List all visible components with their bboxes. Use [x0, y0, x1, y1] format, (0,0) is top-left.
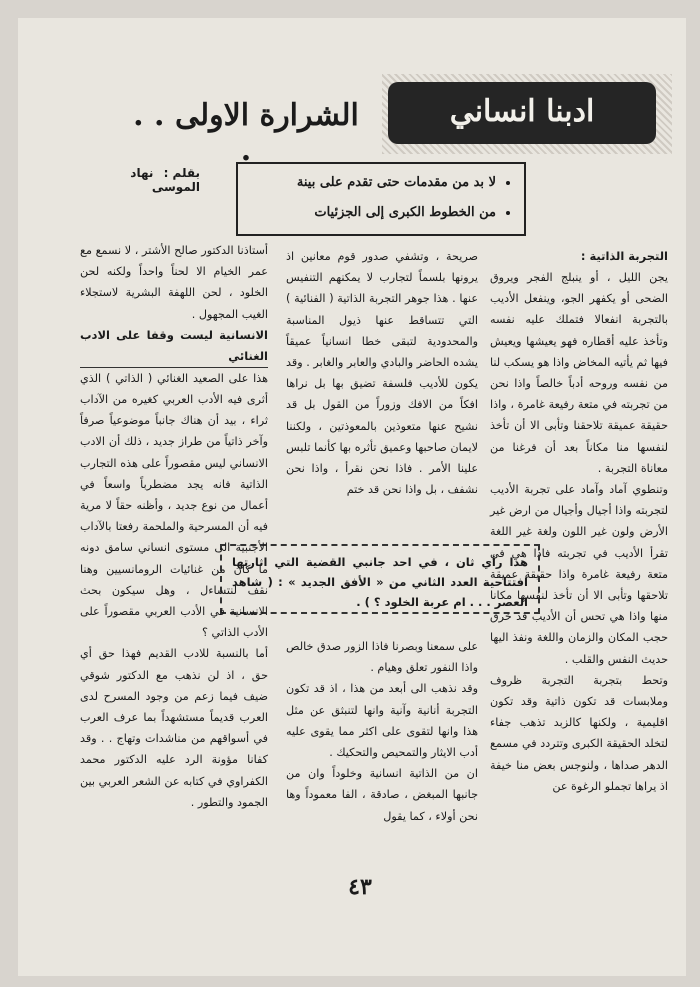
paragraph: على سمعنا وبصرنا فاذا الزور صدق خالص واذا النفور تعلق وهيام .	[286, 640, 478, 675]
callout-box	[236, 162, 526, 236]
byline-author: نهاد الموسى	[130, 166, 200, 194]
paragraph: وقد نذهب الى أبعد من هذا ، اذ قد تكون التجربة أنانية وآنية وانها لتنبثق عن مثل هذا وانها لتقوى على اكثر مما يقوى عليه أدب الايثار والتمحيص والتحكيك .	[286, 682, 478, 760]
column-middle-bottom	[286, 636, 478, 827]
byline-label: بقلم :	[163, 166, 200, 180]
section-heading: الانسانية ليست وقفا على الادب الغنائي	[80, 325, 268, 368]
page-number: ٤٣	[348, 874, 372, 900]
paragraph: وتنطوي آماد وآماد على تجربة الأديب لتجربته واذا أجيال وأجيال من ارض غير الأرض ولون غير اللون ولغة غير اللغة تقرأ الأديب في تجربته فاذا هي في متعة رفيعة غامرة واذا حقيقة عميقة تلاحقها وتأبى الا أن تأخذ لنفسها مكانا منها واذا هي تحس أن الأديب قد خرق حجب المكان والزمان واللغة ونفذ اليها حديث النفس والقلب .	[490, 483, 668, 666]
banner-title: ادبنا انساني	[388, 82, 656, 144]
callout-item: • من الخطوط الكبرى إلى الجزئيات	[250, 198, 496, 228]
paragraph: أما بالنسبة للادب القديم فهذا حق أي حق ، اذ لن نذهب مع الدكتور شوقي ضيف فيما زعم من وجود المسرح لدى العرب قديماً مستشهداً بما عرف العرب في أسواقهم من مناشدات وتهاج . . وقد كفانا مؤونة الرد عليه الدكتور محمد الكفراوي في كتابه عن الشعر العربي بين الجمود والتطور .	[80, 647, 268, 809]
column-middle-top	[286, 246, 478, 500]
paragraph: ان من الذاتية انسانية وخلوداً وان من جانبها المبغض ، صادقة ، الفا معموداً وها نحن أولاء ، كما يقول	[286, 767, 478, 823]
section-banner	[382, 74, 672, 154]
callout-item: • لا بد من مقدمات حتى تقدم على بينة	[250, 168, 496, 198]
article-title: الشرارة الاولى . . .	[133, 98, 359, 168]
paragraph: أستاذنا الدكتور صالح الأشتر ، لا نسمع مع عمر الخيام الا لحناً واحداً ولكنه لحن الخلود ، لحن اللهفة البشرية لاستجلاء الغيب المجهول .	[80, 244, 268, 321]
paragraph: هذا على الصعيد الغنائي ( الذاتي ) الذي أثرى فيه الأدب العربي كغيره من الآداب ثراء ، بيد أن هناك جانباً موضوعياً صرفاً وآخر ذاتياً من طراز جديد ، ذلك أن الادب الانساني ليس مقصوراً على هذه التجارب الذاتية فانه يجد مضطرباً واسعاً في أعمال من نوع جديد ، وأظنه حقاً لا مرية فيه أن المسرحية والملحمة رفعتا بالآداب الأجنبية الى مستوى انساني سامق دونه ما كان من غنائيات الرومانسيين وهنا نقف لنتساءل ، وهل سيكون بحث الانسانية في الأدب العربي مقصوراً على الأدب الذاتي ؟	[80, 371, 268, 640]
paragraph: وتحط بتجربة التجربة ظروف وملابسات قد تكون ذاتية وقد تكون اقليمية ، ولكنها كالزبد تذهب جفاء لتخلد الحقيقة الكبرى وتتردد في مسمع الدهر صداها ، ولنوجس بعض منا خيفة اذ يراها تجملو الرغوة عن	[490, 673, 668, 793]
byline	[80, 166, 200, 194]
paragraph: صريحة ، وتشفي صدور قوم معانين اذ يرونها بلسماً لتجارب لا يمكنهم التنفيس عنها . هذا جوهر التجربة الذاتية ( الفنائية ) التي تتساقط عنها ذيول المناسبة والمحدودية لتبقى خطا انسانياً عميقاً يشده الحاضر والبادي والعابر والغابر . وقد يكون للأديب فلسفة تضيق بها بل نراها افكاً من الافك وزوراً من القول بل قد نشيح عنها متعوذين بالمعوذتين ، ولكننا لايمان صاحبها وعميق تأثره بها كأنما تلبس علينا الأمر . فاذا نحن نقرأ ، واذا نحن نشفف ، بل واذا نحن قد ختم	[286, 250, 478, 497]
pull-quote: هذا رأي ثان ، في احد جانبي القضية التي اثارتها افتتاحية العدد الثاني من « الأفق الجديد » : ( شاهد العصر . . . ام عربة الخلود ؟ ) .	[220, 544, 540, 614]
paragraph: يجن الليل ، أو ينبلج الفجر ويروق الضحى أو يكفهر الجو، وينفعل الأديب بالتجربة انفعالا فتملك عليه نفسه وتأخذ عليه أقطاره فهو يعيشها ويعيش فيها ثم يأتيه المخاض واذا هو يسكب لنا من نفسه وروحه أدباً خالصاً واذا نحن من تجربته في متعة رفيعة غامرة ، واذا حقيقة عميقة تلاحقنا وتأبى الا أن تأخذ لنفسها منا مكاناً بعد أن فرغنا من معاناة التجربة .	[490, 271, 668, 475]
column-left	[80, 240, 268, 813]
section-heading: التجربة الذاتية :	[580, 249, 668, 263]
column-right	[490, 246, 668, 797]
